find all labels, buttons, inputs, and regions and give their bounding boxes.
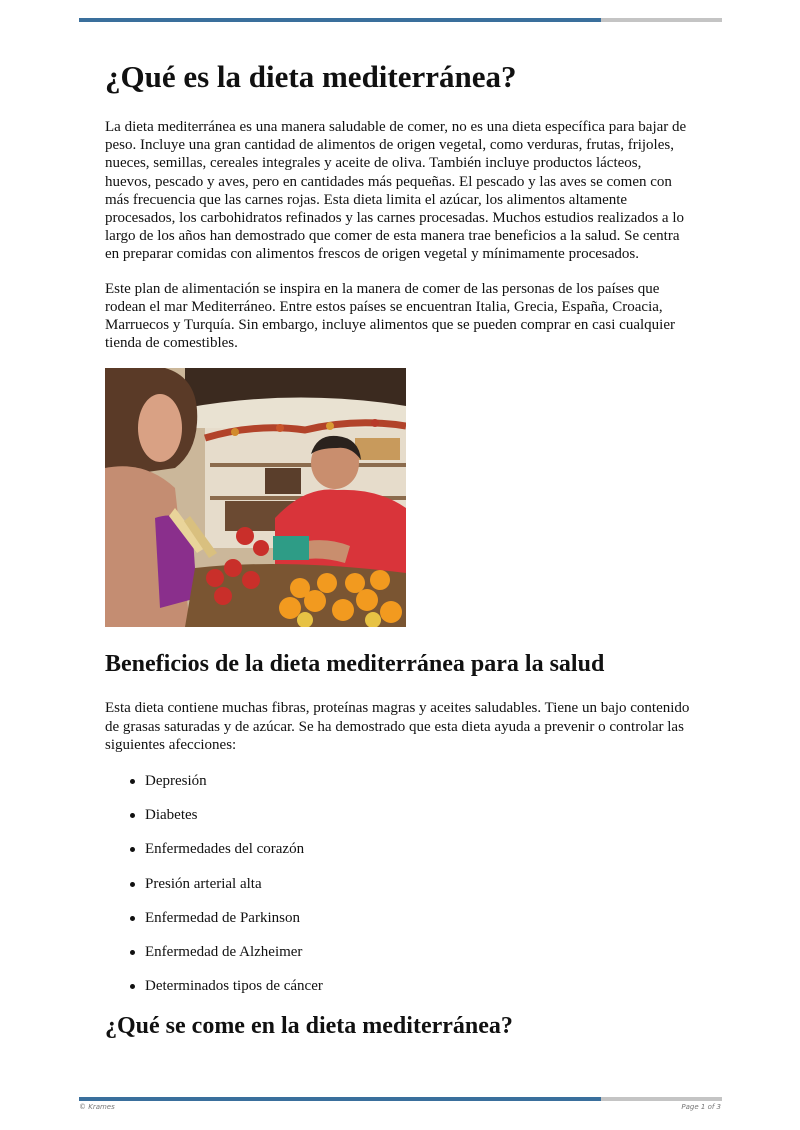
page-content	[105, 58, 690, 1041]
top-rule-blue	[79, 18, 601, 22]
list-item: Determinados tipos de cáncer	[105, 977, 690, 995]
intro-paragraph-2: Este plan de alimentación se inspira en la manera de comer de las personas de los países que rodean el mar Mediterráneo. Entre estos países se encuentran Italia, Grecia, España, Croacia, Marruecos y Turquía. Sin embargo, incluye alimentos que se pueden comprar en casi cualquier tienda de comestibles.	[105, 280, 675, 352]
benefits-paragraph: Esta dieta contiene muchas fibras, proteínas magras y aceites saludables. Tiene un bajo contenido de grasas saturadas y de azúcar. Se ha demostrado que esta dieta ayuda a prevenir o controlar las siguientes afecciones:	[105, 700, 690, 753]
market-produce-photo	[105, 368, 406, 627]
top-rule-gray	[601, 18, 722, 22]
intro-paragraph-1: La dieta mediterránea es una manera saludable de comer, no es una dieta específica para bajar de peso. Incluye una gran cantidad de alimentos de origen vegetal, como verduras, frutas, frijoles, nueces, semillas, cereales integrales y aceite de oliva. También incluye productos lácteos, huevos, pescado y aves, pero en cantidades más pequeñas. El pescado y las aves se comen con más frecuencia que las carnes rojas. Esta dieta limita el azúcar, los alimentos altamente procesados, los carbohidratos refinados y las carnes procesadas. Muchos estudios realizados a lo largo de los años han demostrado que comer de esta manera trae beneficios a la salud. Se centra en preparar comidas con alimentos frescos de origen vegetal y mínimamente procesados.	[105, 119, 687, 263]
page-title: ¿Qué es la dieta mediterránea?	[105, 59, 517, 94]
bullet-icon	[130, 916, 135, 921]
list-item: Enfermedad de Alzheimer	[105, 943, 690, 961]
footer-page-number: Page 1 of 3	[681, 1103, 721, 1111]
next-section-heading: ¿Qué se come en la dieta mediterránea?	[105, 1013, 513, 1040]
bottom-rule	[79, 1097, 722, 1101]
benefits-heading: Beneficios de la dieta mediterránea para la salud	[105, 651, 605, 678]
list-item: Diabetes	[105, 806, 690, 824]
bullet-icon	[130, 950, 135, 955]
conditions-list	[105, 772, 690, 995]
bullet-icon	[130, 847, 135, 852]
bottom-rule-blue	[79, 1097, 601, 1101]
list-item: Presión arterial alta	[105, 875, 690, 893]
top-rule	[79, 18, 722, 22]
footer-copyright: © Krames	[79, 1103, 115, 1111]
bullet-icon	[130, 813, 135, 818]
bullet-icon	[130, 882, 135, 887]
list-item: Enfermedad de Parkinson	[105, 909, 690, 927]
bullet-icon	[130, 984, 135, 989]
bullet-icon	[130, 779, 135, 784]
bottom-rule-gray	[601, 1097, 722, 1101]
list-item: Enfermedades del corazón	[105, 840, 690, 858]
list-item: Depresión	[105, 772, 690, 790]
